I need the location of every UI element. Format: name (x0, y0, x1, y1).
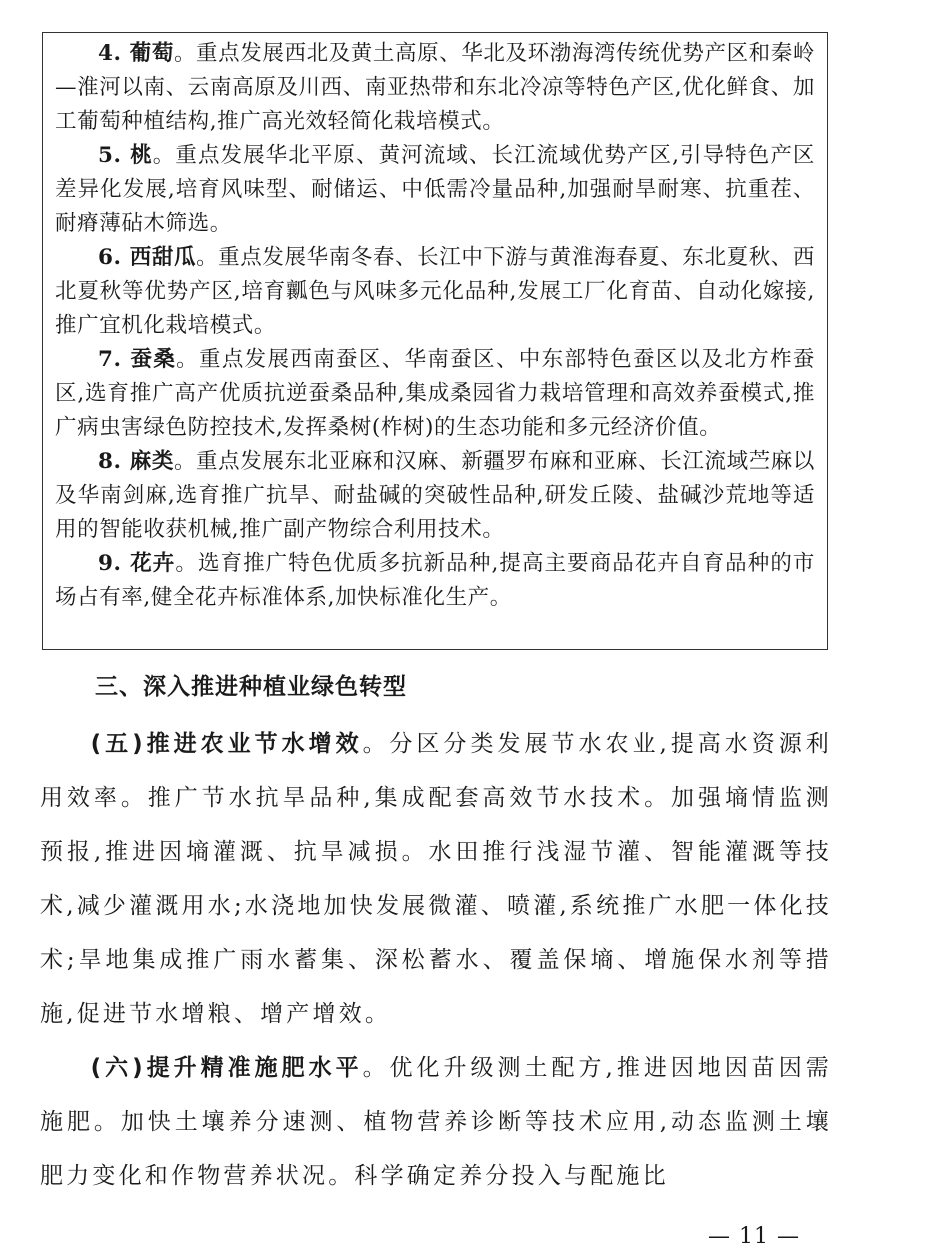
item-grape (55, 37, 815, 139)
item-text: 。重点发展西南蚕区、华南蚕区、中东部特色蚕区以及北方柞蚕区,选育推广高产优质抗逆蚕桑品种,集成桑园省力栽培管理和高效养蚕模式,推广病虫害绿色防控技术,发挥桑树(柞树)的生态功能和多元经济价值。 (55, 347, 815, 440)
item-text: 。选育推广特色优质多抗新品种,提高主要商品花卉自育品种的市场占有率,健全花卉标准体系,加快标准化生产。 (55, 551, 815, 610)
item-sericulture (55, 343, 815, 445)
item-text: 。重点发展华北平原、黄河流域、长江流域优势产区,引导特色产区差异化发展,培育风味型、耐储运、中低需冷量品种,加强耐旱耐寒、抗重茬、耐瘠薄砧木筛选。 (55, 143, 815, 236)
item-fiber-crops (55, 445, 815, 547)
item-text: 。重点发展东北亚麻和汉麻、新疆罗布麻和亚麻、长江流域苎麻以及华南剑麻,选育推广抗旱、耐盐碱的突破性品种,研发丘陵、盐碱沙荒地等适用的智能收获机械,推广副产物综合利用技术。 (55, 449, 815, 542)
item-text: 。重点发展华南冬春、长江中下游与黄淮海春夏、东北夏秋、西北夏秋等优势产区,培育瓤色与风味多元化品种,发展工厂化育苗、自动化嫁接,推广宜机化栽培模式。 (55, 245, 816, 338)
paragraph-heading: (六)提升精准施肥水平 (90, 1055, 363, 1081)
paragraph-water-saving (40, 717, 832, 1041)
crop-items-box (42, 32, 828, 650)
item-heading: 6. 西甜瓜 (98, 245, 197, 270)
item-heading: 8. 麻类 (98, 449, 174, 474)
item-heading: 7. 蚕桑 (98, 347, 177, 372)
paragraph-heading: (五)推进农业节水增效 (90, 731, 363, 757)
item-heading: 5. 桃 (98, 143, 153, 168)
item-heading: 4. 葡萄 (98, 41, 174, 66)
item-peach (55, 139, 815, 241)
item-text: 。重点发展西北及黄土高原、华北及环渤海湾传统优势产区和秦岭—淮河以南、云南高原及川西、南亚热带和东北冷凉等特色产区,优化鲜食、加工葡萄种植结构,推广高光效轻简化栽培模式。 (55, 41, 815, 134)
item-flowers (55, 547, 815, 615)
page-number: — 11 — (708, 1224, 800, 1249)
item-heading: 9. 花卉 (98, 551, 176, 576)
paragraph-precision-fertilization (40, 1041, 832, 1203)
paragraph-text: 。分区分类发展节水农业,提高水资源利用效率。推广节水抗旱品种,集成配套高效节水技术。加强墒情监测预报,推进因墒灌溉、抗旱减损。水田推行浅湿节灌、智能灌溉等技术,减少灌溉用水;水浇地加快发展微灌、喷灌,系统推广水肥一体化技术;旱地集成推广雨水蓄集、深松蓄水、覆盖保墒、增施保水剂等措施,促进节水增粮、增产增效。 (40, 731, 832, 1027)
item-melon (55, 241, 815, 343)
section-title: 三、深入推进种植业绿色转型 (95, 674, 407, 700)
paragraph-text: 。优化升级测土配方,推进因地因苗因需施肥。加快土壤养分速测、植物营养诊断等技术应用,动态监测土壤肥力变化和作物营养状况。科学确定养分投入与配施比 (40, 1055, 832, 1189)
